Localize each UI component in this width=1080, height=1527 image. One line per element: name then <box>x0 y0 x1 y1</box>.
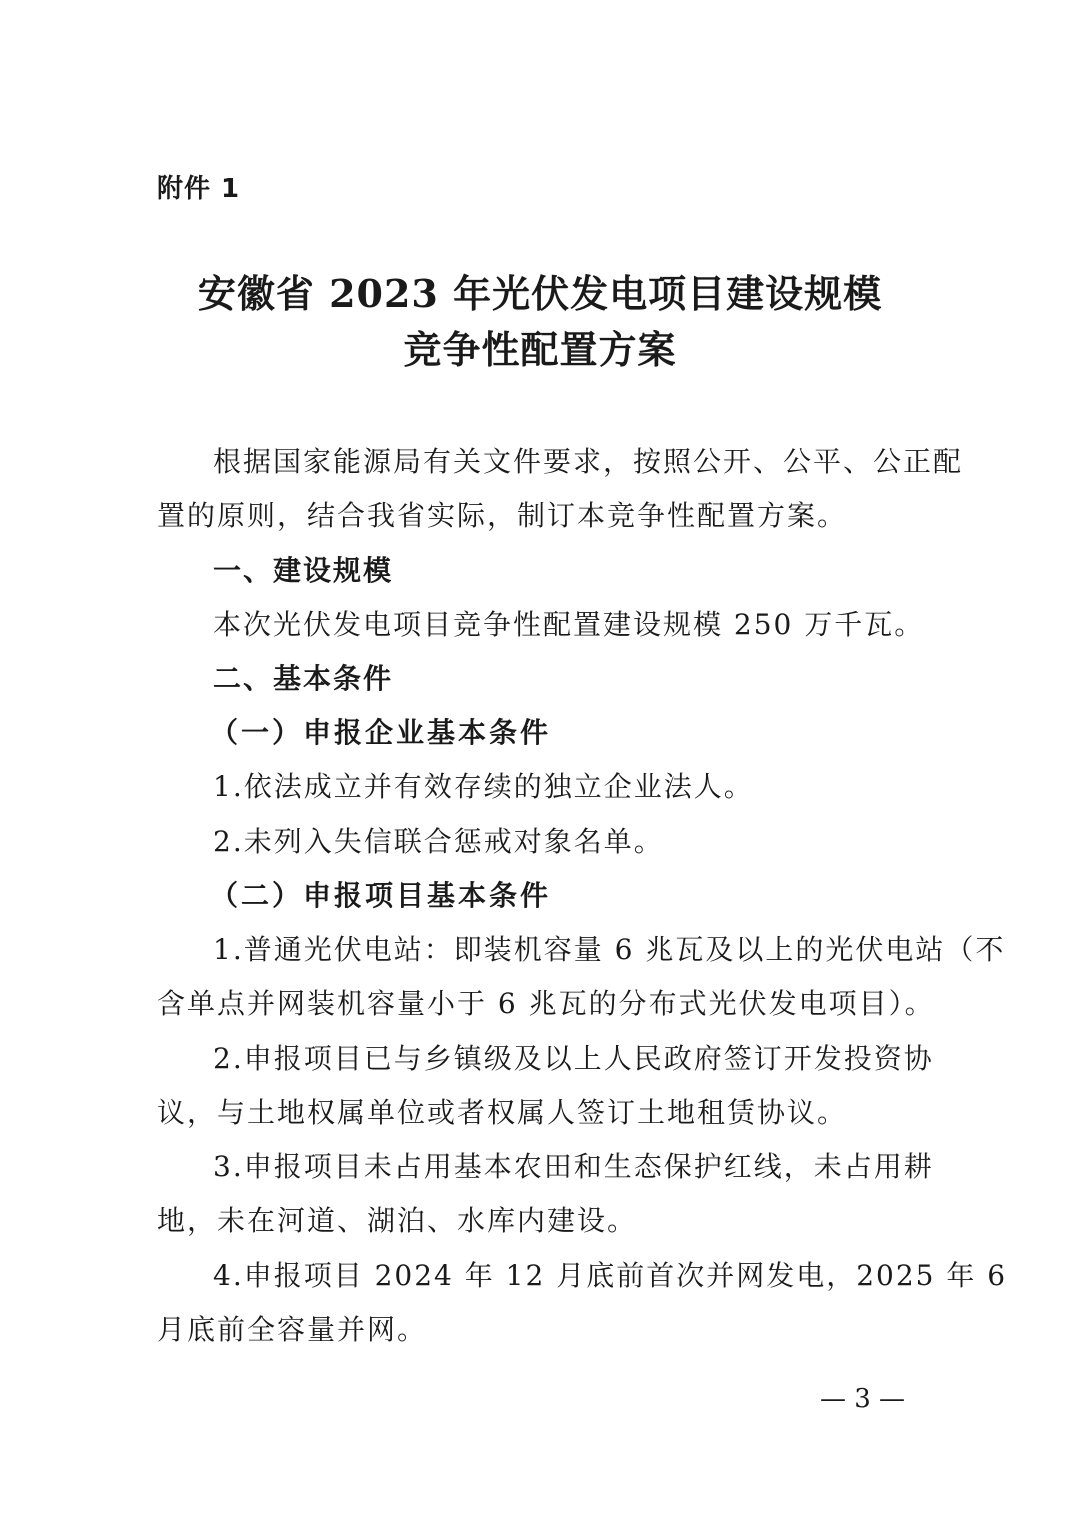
page-number: — 3 — <box>819 1384 906 1414</box>
subsection-heading-enterprise: （一）申报企业基本条件 <box>210 716 552 749</box>
project-condition-2-line-2: 议，与土地权属单位或者权属人签订土地租赁协议。 <box>157 1096 848 1129</box>
project-condition-1-line-1: 1.普通光伏电站：即装机容量 6 兆瓦及以上的光伏电站（不 <box>213 933 1006 966</box>
project-condition-3-line-1: 3.申报项目未占用基本农田和生态保护红线，未占用耕 <box>213 1150 934 1183</box>
intro-paragraph-line-2: 置的原则，结合我省实际，制订本竞争性配置方案。 <box>157 499 848 532</box>
project-condition-4-line-2: 月底前全容量并网。 <box>157 1313 428 1346</box>
section-heading-conditions: 二、基本条件 <box>213 662 394 695</box>
document-title-line-1: 安徽省 2023 年光伏发电项目建设规模 <box>197 271 883 316</box>
enterprise-condition-1: 1.依法成立并有效存续的独立企业法人。 <box>213 770 754 803</box>
project-condition-1-line-2: 含单点并网装机容量小于 6 兆瓦的分布式光伏发电项目）。 <box>157 987 935 1020</box>
project-condition-4-line-1: 4.申报项目 2024 年 12 月底前首次并网发电，2025 年 6 <box>213 1259 1008 1292</box>
project-condition-2-line-1: 2.申报项目已与乡镇级及以上人民政府签订开发投资协 <box>213 1042 934 1075</box>
document-title-line-2: 竞争性配置方案 <box>403 327 677 372</box>
section-text-scale: 本次光伏发电项目竞争性配置建设规模 250 万千瓦。 <box>213 608 925 641</box>
enterprise-condition-2: 2.未列入失信联合惩戒对象名单。 <box>213 825 664 858</box>
subsection-heading-project: （二）申报项目基本条件 <box>210 879 552 912</box>
intro-paragraph-line-1: 根据国家能源局有关文件要求，按照公开、公平、公正配 <box>213 445 964 478</box>
attachment-label: 附件 1 <box>157 174 241 204</box>
project-condition-3-line-2: 地，未在河道、湖泊、水库内建设。 <box>157 1204 638 1237</box>
section-heading-scale: 一、建设规模 <box>213 554 394 587</box>
